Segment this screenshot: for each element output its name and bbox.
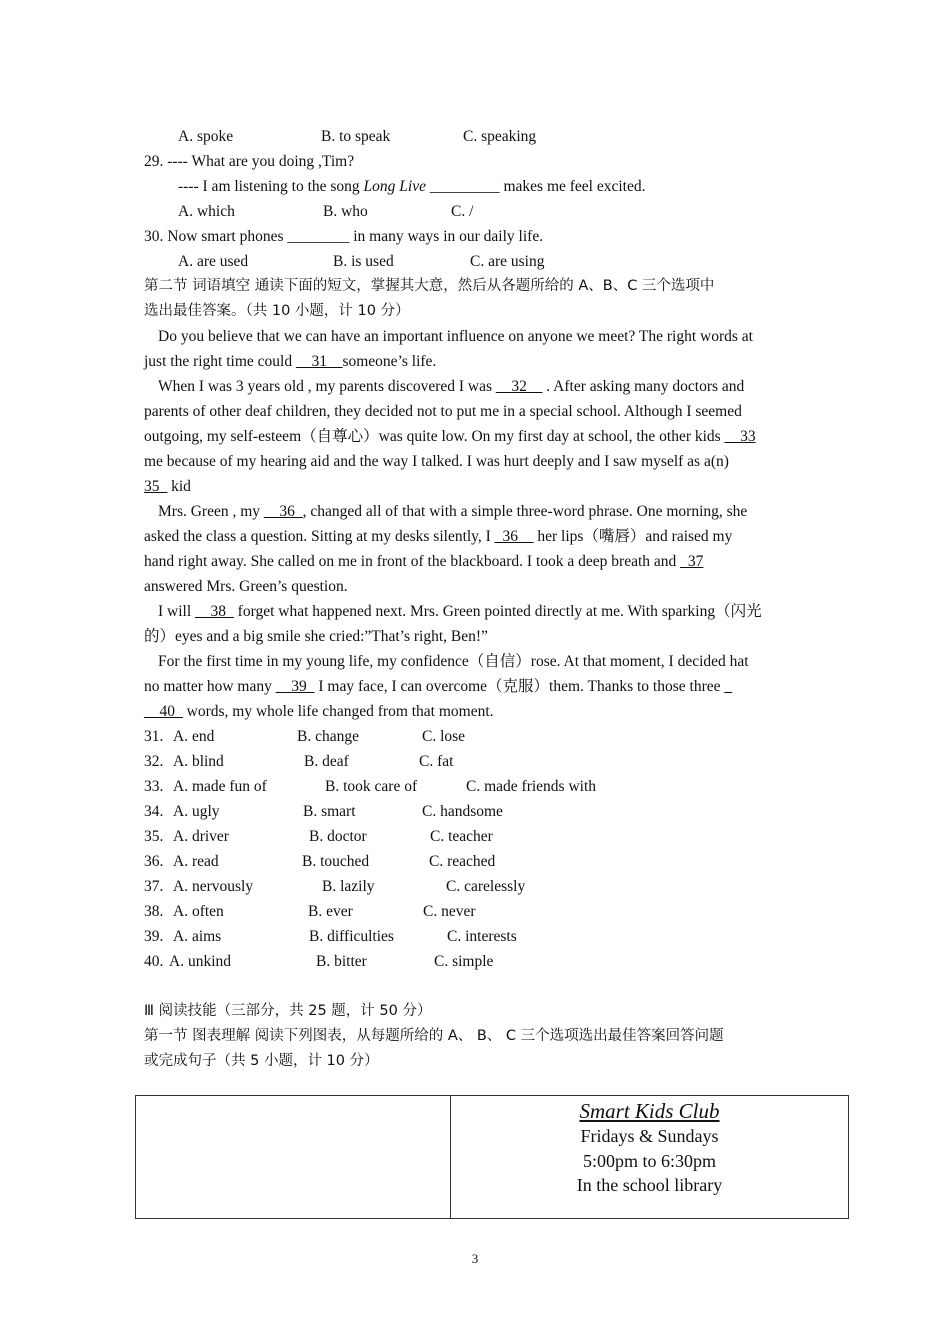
option-row	[144, 949, 806, 974]
option-number: 40.	[144, 953, 164, 970]
option-c: C. interests	[447, 928, 517, 945]
passage-p2-line4: me because of my hearing aid and the way I talked. I was hurt deeply and I saw myself as a(n)	[144, 453, 729, 470]
q29-response-start: ---- I am listening to the song	[178, 178, 364, 195]
option-b: B. lazily	[322, 878, 375, 895]
blank-33: __33	[724, 428, 756, 445]
option-c: C. teacher	[430, 828, 493, 845]
passage-text: kid	[167, 478, 191, 495]
option-number: 33.	[144, 778, 164, 795]
q28-options	[144, 124, 806, 149]
option-row	[144, 899, 806, 924]
section2-heading-line2: 选出最佳答案。（共 10 小题，计 10 分）	[144, 303, 410, 319]
q30-option-c: C. are using	[470, 253, 545, 270]
passage-p3-line2	[144, 524, 806, 549]
q29-option-a: A. which	[178, 203, 235, 220]
q29-response	[144, 174, 806, 199]
q29-options	[144, 199, 806, 224]
blank-37: _37	[680, 553, 704, 570]
passage-p4-line1	[144, 599, 806, 624]
blank-31: __31__	[295, 353, 343, 370]
q30-option-a: A. are used	[178, 253, 249, 270]
q30-option-b: B. is used	[333, 253, 394, 270]
passage-text: When I was 3 years old , my parents discovered I was	[158, 378, 496, 395]
passage-p3-line1	[144, 499, 806, 524]
club-time: 5:00pm to 6:30pm	[582, 1150, 716, 1171]
passage-text: someone’s life.	[342, 353, 437, 370]
q30-stem: 30. Now smart phones ________ in many ways in our daily life.	[144, 228, 544, 245]
section3-heading-line2: 第一节 图表理解 阅读下列图表，从每题所给的 A、 B、 C 三个选项选出最佳答案回答问题	[144, 1028, 724, 1044]
passage-text: I will	[158, 603, 196, 620]
option-c: C. lose	[422, 728, 466, 745]
passage-text: just the right time could	[144, 353, 296, 370]
passage-p5-line3	[144, 699, 806, 724]
passage-text: , changed all of that with a simple three-word phrase. One morning, she	[302, 503, 748, 520]
passage-text: words, my whole life changed from that moment.	[182, 703, 494, 720]
club-days: Fridays & Sundays	[580, 1126, 719, 1146]
passage-p1-line1: Do you believe that we can have an important influence on anyone we meet? The right words at	[158, 328, 753, 345]
section3-heading-line3: 或完成句子（共 5 小题，计 10 分）	[144, 1053, 379, 1069]
option-row	[144, 824, 806, 849]
section2-heading-line1: 第二节 词语填空 通读下面的短文，掌握其大意，然后从各题所给的 A、B、C 三个选项中	[144, 278, 715, 294]
option-row	[144, 724, 806, 749]
blank-36b: _36__	[494, 528, 534, 545]
option-a: A. aims	[173, 928, 222, 945]
option-number: 34.	[144, 803, 164, 820]
passage-text: I may face, I can overcome（克服）them. Thanks to those three	[314, 678, 725, 695]
option-number: 32.	[144, 753, 164, 770]
passage-text: asked the class a question. Sitting at my desks silently, I	[144, 528, 495, 545]
passage-text: her lips（嘴唇）and raised my	[533, 528, 733, 545]
blank-38: __38_	[195, 603, 234, 620]
option-c: C. fat	[419, 753, 454, 770]
q29-response-end: _________ makes me feel excited.	[425, 178, 646, 195]
blank-32: __32__	[495, 378, 543, 395]
option-a: A. ugly	[173, 803, 220, 820]
exam-page-content	[144, 124, 806, 1074]
passage-p5-line1: For the first time in my young life, my confidence（自信）rose. At that moment, I decided hat	[158, 653, 749, 670]
q28-option-c: C. speaking	[463, 128, 537, 145]
option-a: A. end	[173, 728, 215, 745]
option-number: 36.	[144, 853, 164, 870]
option-c: C. reached	[429, 853, 496, 870]
passage-p1-line2	[144, 349, 806, 374]
passage-text: outgoing, my self-esteem（自尊心）was quite low. On my first day at school, the other kids	[144, 428, 725, 445]
option-b: B. bitter	[316, 953, 367, 970]
option-a: A. often	[173, 903, 224, 920]
passage-text: no matter how many	[144, 678, 276, 695]
option-b: B. doctor	[309, 828, 367, 845]
q29-option-c: C. /	[451, 203, 474, 220]
passage-p4-line2: 的）eyes and a big smile she cried:”That’s right, Ben!”	[144, 628, 488, 645]
option-number: 37.	[144, 878, 164, 895]
club-title: Smart Kids Club	[579, 1099, 720, 1123]
blank-36a: __36_	[263, 503, 303, 520]
cloze-options-list	[144, 724, 806, 974]
passage-p2-line2: parents of other deaf children, they decided not to put me in a special school. Although I seemed	[144, 403, 742, 420]
page-number: 3	[471, 1251, 479, 1266]
blank-40: __40_	[144, 703, 183, 720]
option-a: A. nervously	[173, 878, 254, 895]
passage-p3-line4: answered Mrs. Green’s question.	[144, 578, 348, 595]
section3-heading-line1: Ⅲ 阅读技能（三部分，共 25 题，计 50 分）	[144, 1003, 432, 1019]
option-b: B. ever	[308, 903, 353, 920]
option-c: C. simple	[434, 953, 494, 970]
passage-p2-line1	[144, 374, 806, 399]
option-row	[144, 874, 806, 899]
q28-option-b: B. to speak	[321, 128, 391, 145]
option-number: 35.	[144, 828, 164, 845]
option-a: A. made fun of	[173, 778, 267, 795]
passage-text: Mrs. Green , my	[158, 503, 264, 520]
option-number: 38.	[144, 903, 164, 920]
option-c: C. handsome	[422, 803, 503, 820]
blank-35: 35_	[144, 478, 168, 495]
option-b: B. difficulties	[309, 928, 394, 945]
option-c: C. carelessly	[446, 878, 526, 895]
option-row	[144, 749, 806, 774]
passage-text: . After asking many doctors and	[542, 378, 745, 395]
option-row	[144, 799, 806, 824]
option-b: B. smart	[303, 803, 356, 820]
blank-39: __39_	[275, 678, 315, 695]
spacer	[144, 974, 806, 999]
option-number: 31.	[144, 728, 164, 745]
blank-40-start: _	[724, 678, 733, 695]
passage-p2-line3	[144, 424, 806, 449]
club-table-empty-cell	[136, 1096, 451, 1219]
option-b: B. change	[297, 728, 359, 745]
option-b: B. took care of	[325, 778, 418, 795]
q29-option-b: B. who	[323, 203, 368, 220]
option-a: A. blind	[173, 753, 224, 770]
option-b: B. touched	[302, 853, 370, 870]
option-b: B. deaf	[304, 753, 349, 770]
option-a: A. unkind	[169, 953, 231, 970]
q29-stem: 29. ---- What are you doing ,Tim?	[144, 153, 355, 170]
option-row	[144, 849, 806, 874]
club-place: In the school library	[576, 1175, 723, 1195]
club-info-cell	[451, 1096, 849, 1219]
q28-option-a: A. spoke	[178, 128, 234, 145]
option-row	[144, 774, 806, 799]
option-c: C. made friends with	[466, 778, 597, 795]
passage-text: forget what happened next. Mrs. Green pointed directly at me. With sparking（闪光	[233, 603, 762, 620]
option-a: A. driver	[173, 828, 229, 845]
song-title: Long Live	[363, 178, 426, 195]
q30-options	[144, 249, 806, 274]
passage-text: hand right away. She called on me in front of the blackboard. I took a deep breath and	[144, 553, 681, 570]
passage-p3-line3	[144, 549, 806, 574]
option-a: A. read	[173, 853, 219, 870]
passage-p2-line5	[144, 474, 806, 499]
passage-p5-line2	[144, 674, 806, 699]
club-table	[135, 1095, 849, 1219]
option-row	[144, 924, 806, 949]
option-c: C. never	[423, 903, 476, 920]
option-number: 39.	[144, 928, 164, 945]
